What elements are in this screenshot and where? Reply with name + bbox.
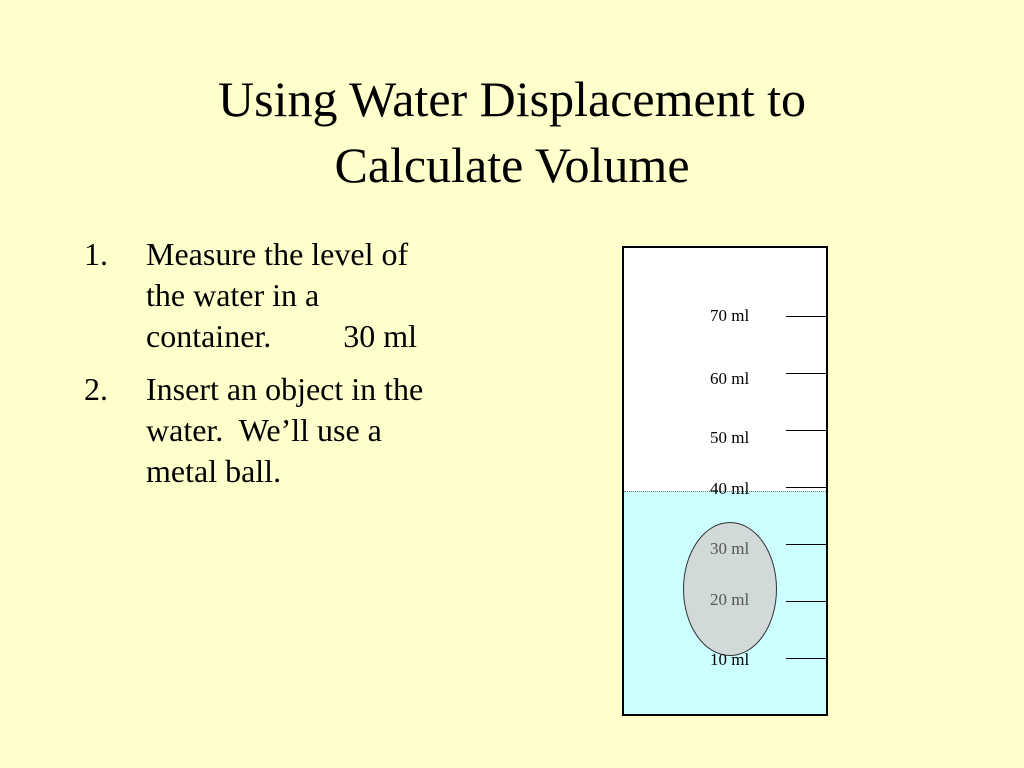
tick-50 (786, 430, 826, 431)
title-line-2: Calculate Volume (334, 137, 690, 193)
step-1-line-1: Measure the level of (146, 236, 409, 272)
mark-label-60: 60 ml (710, 369, 750, 388)
tick-10 (786, 658, 826, 659)
mark-label-50: 50 ml (710, 428, 750, 447)
step-2-line-3: metal ball. (146, 453, 282, 489)
tick-60 (786, 373, 826, 374)
tick-40 (786, 487, 826, 488)
tick-70 (786, 316, 826, 317)
step-2-text (146, 369, 496, 492)
slide-title (0, 66, 1024, 198)
mark-label-30: 30 ml (710, 539, 750, 558)
steps-list (84, 234, 514, 504)
step-1-line-3: container. 30 ml (146, 318, 418, 354)
title-line-1: Using Water Displacement to (218, 71, 806, 127)
mark-label-10: 10 ml (710, 650, 750, 669)
tick-20 (786, 601, 826, 602)
step-1 (84, 234, 514, 357)
step-2-line-1: Insert an object in the (146, 371, 424, 407)
step-2-line-2: water. We’ll use a (146, 412, 382, 448)
step-2-number: 2. (84, 371, 108, 407)
step-1-number: 1. (84, 236, 108, 272)
step-1-text (146, 234, 496, 357)
graduated-cylinder (622, 246, 828, 716)
step-1-line-2: the water in a (146, 277, 320, 313)
tick-30 (786, 544, 826, 545)
mark-label-70: 70 ml (710, 306, 750, 325)
mark-label-40: 40 ml (710, 479, 750, 498)
step-2 (84, 369, 514, 492)
mark-label-20: 20 ml (710, 590, 750, 609)
